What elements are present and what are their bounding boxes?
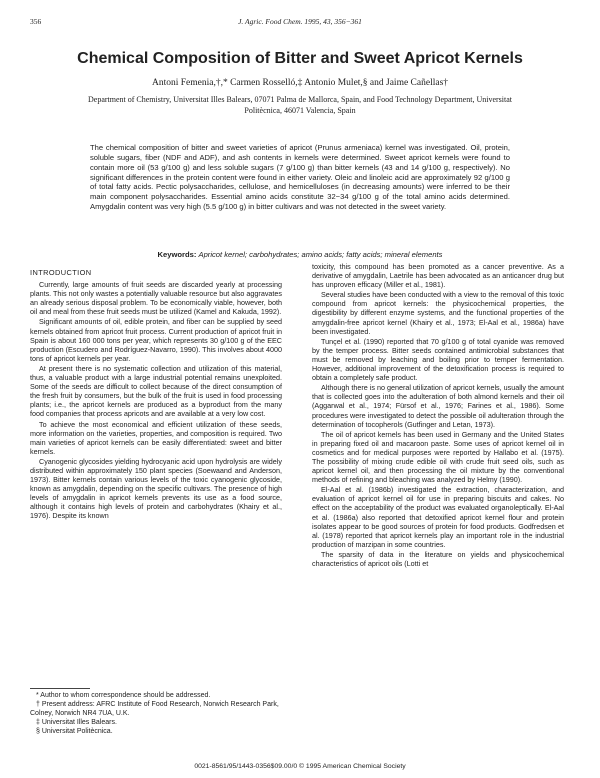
footnote: * Author to whom correspondence should be addressed. xyxy=(36,692,211,699)
paragraph: Currently, large amounts of fruit seeds are discarded yearly at processing plants. This not only wastes a potentially valuable resource but also aggravates an already serious disposal problem. To be economically viable, however, both oil and meal from these fruit seeds must be utilized (Kamel and Kakuda, 1992). xyxy=(30,280,282,317)
keywords-value: Apricot kernel; carbohydrates; amino acids; fatty acids; mineral elements xyxy=(198,250,443,259)
journal-citation: J. Agric. Food Chem. 1995, 43, 356−361 xyxy=(238,17,362,26)
copyright-line: 0021-8561/95/1443-0356$09.00/0 © 1995 American Chemical Society xyxy=(194,763,406,770)
paragraph: Significant amounts of oil, edible protein, and fiber can be supplied by seed kernels obtained from apricot fruit process. Current production of apricot fruit in Spain is about 160 000 tons per year, which represents 30 g/100 g of the EEC production (Escudero and Rodríguez-Navarro, 1990). This involves about 4000 tons of apricot kernels per year. xyxy=(30,317,282,363)
paragraph: To achieve the most economical and efficient utilization of these seeds, more information on the varieties, properties, and composition is required. Two main varieties of apricot kernels can be easily differentiated: sweet and bitter kernels. xyxy=(30,419,282,456)
footnote: § Universitat Politècnica. xyxy=(36,728,113,735)
article-title: Chemical Composition of Bitter and Sweet Apricot Kernels xyxy=(77,50,523,67)
paragraph: El-Aal et al. (1986b) investigated the extraction, characterization, and evaluation of apricot kernel oil for use in preparing biscuits and cakes. No effect on the acceptability of the product was evaluated organoleptically. El-Aal et al. (1986a) also reported that detoxified apricot kernel flour and protein isolates appear to be good sources of protein for food products. Godfredsen et al. (1978) reported that apricot kernels play an important role in the industrial production of marzipan in some countries. xyxy=(312,485,564,549)
paragraph: At present there is no systematic collection and utilization of this material, thus, a valuable product with a large industrial potential remains unexploited. Some of the seeds are difficult to collect because of the direct consumption of the fresh fruit by consumers, but the bulk of the fruit is used in food processing plants; i.e., the apricot kernels are produced as a byproduct from the many food companies that process apricots and are available at a very low cost. xyxy=(30,363,282,419)
page-number: 356 xyxy=(30,17,42,26)
footnote: ‡ Universitat Illes Balears. xyxy=(36,719,117,726)
paragraph: Cyanogenic glycosides yielding hydrocyanic acid upon hydrolysis are widely distributed within approximately 150 plant species (Soewaand and Anderson, 1973). Bitter kernels contain various levels of the toxic cyanogenic glycoside, known as amygdalin, depending on the specific cultivars. The presence of high levels of amygdalin in apricot kernels prevents its use as a food source, although it contains high levels of protein and carbohydrates (Khairy et al., 1976). Despite its known xyxy=(30,456,282,521)
paragraph: The oil of apricot kernels has been used in Germany and the United States in preparing fixed oil and macaroon paste. Some uses of apricot kernel oil in cosmetics and for medical purposes were reported by Hallabo et al. (1975). The possibility of mixing crude edible oil with crude fruit seed oils, such as apricot kernel oil, and then processing the oil mixture by the conventional methods of refining and bleaching was analyzed by Helmy (1990). xyxy=(312,429,564,485)
running-head xyxy=(30,17,570,27)
section-heading: INTRODUCTION xyxy=(30,268,92,277)
paragraph: The sparsity of data in the literature on yields and physicochemical characteristics of apricot oils (Lotti et xyxy=(312,549,564,568)
abstract: The chemical composition of bitter and sweet varieties of apricot (Prunus armeniaca) kernel was investigated. Oil, protein, soluble sugars, fiber (NDF and ADF), and ash contents in kernels were determined. Sweet apricot kernels were found to contain more oil (53 g/100 g) and less soluble sugars (7 g/100 g) than bitter kernels (43 and 14 g/100 g, respectively). No significant differences in the protein content were found in either variety. Oleic and linoleic acid are approximately 92 g/100 g of total fatty acids. Pectic polysaccharides, cellulose, and hemicelluloses (in decreasing amounts) were inferred to be their main component polysaccharides. Essential amino acids constitute 32−34 g/100 g of the total amino acids determined. Amygdalin content was very high (5.5 g/100 g) in bitter cultivars and was not detected in the sweet variety. xyxy=(90,143,510,212)
keywords-label: Keywords: xyxy=(157,250,197,259)
right-column xyxy=(312,262,564,568)
author-list: Antoni Femenia,†,* Carmen Rosselló,‡ Antonio Mulet,§ and Jaime Cañellas† xyxy=(151,78,449,88)
affiliation: Department of Chemistry, Universitat Illes Balears, 07071 Palma de Mallorca, Spain, and Food Technology Department, Universitat Politècnica, 46071 Valencia, Spain xyxy=(87,95,512,115)
keywords xyxy=(30,250,570,260)
left-column xyxy=(30,268,282,521)
paragraph: toxicity, this compound has been promoted as a cancer preventive. As a derivative of amygdalin, Laetrile has been advocated as an anticancer drug but has unproven efficacy (Miller et al., 1981). xyxy=(312,262,564,290)
paragraph: Although there is no general utilization of apricot kernels, usually the amount that is collected goes into the adulteration of both almond kernels and their oil (Aggarwal et al., 1974; Fürsof et al., 1976; Farines et al., 1986). Some procedures were investigated to detect the possible oil adulteration through the determination of tocopherols (Gutfinger and Letan, 1973). xyxy=(312,383,564,429)
footnote: † Present address: AFRC Institute of Food Research, Norwich Research Park, Colney, Norwich NR4 7UA, U.K. xyxy=(30,701,279,717)
paragraph: Tunçel et al. (1990) reported that 70 g/100 g of total cyanide was removed by the temper process. Bitter seeds contained antimicrobial substances that must be removed by leaching and boiling prior to temper fermentation. However, additional improvement of the detoxification process is required to obtain a completely safe product. xyxy=(312,336,564,383)
paragraph: Several studies have been conducted with a view to the removal of this toxic compound from apricot kernels: the physicochemical properties, the digestibility by different enzyme systems, and the functional properties of the amygdalin-free apricot kernel (Khairy et al., 1973; El-Aal et al., 1986a) have been investigated. xyxy=(312,290,564,336)
footnotes xyxy=(30,688,282,736)
footnote-rule xyxy=(30,688,90,689)
